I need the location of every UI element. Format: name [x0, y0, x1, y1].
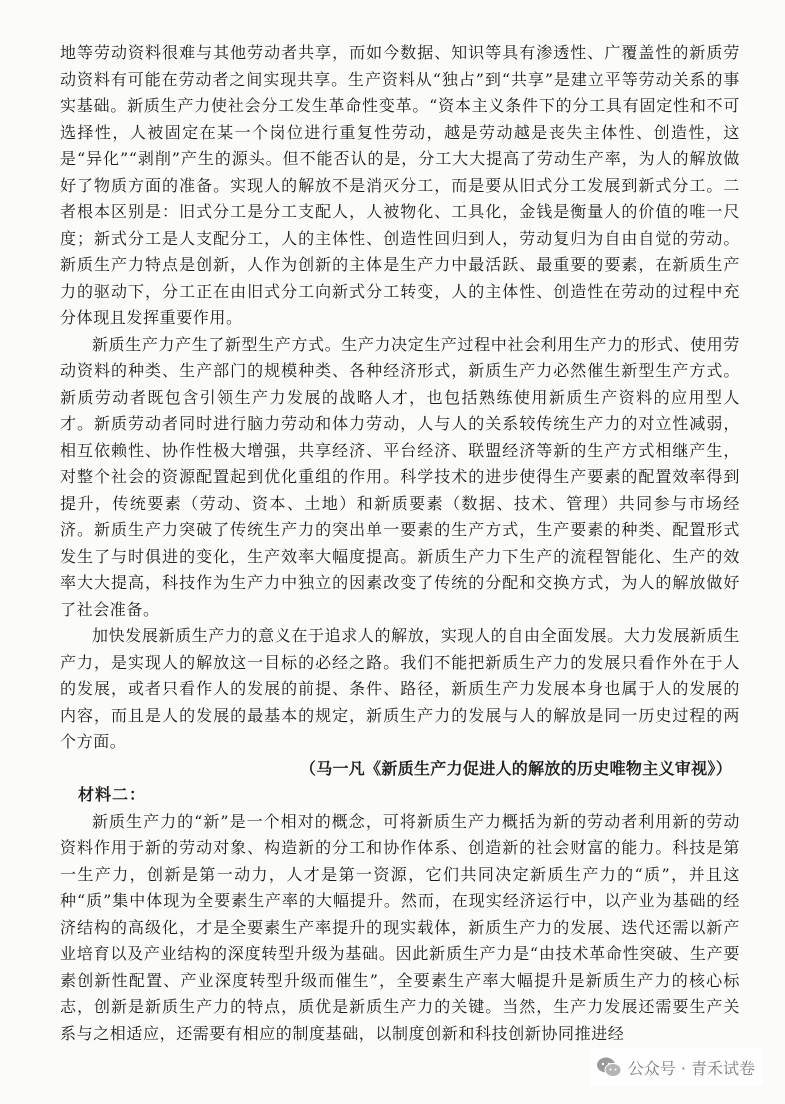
paragraph-material-two: 新质生产力的“新”是一个相对的概念，可将新质生产力概括为新的劳动者利用新的劳动资料作用于新的劳动对象、构造新的分工和协作体系、创造新的社会财富的能力。科技是第一生产力，创新是第一动力，人才是第一资源，它们共同决定新质生产力的“质”，并且这种“质”集中体现为全要素生产率的大幅提升。然而，在现实经济运行中，以产业为基础的经济结构的高级化，才是全要素生产率提升的现实载体，新质生产力的发展、迭代还需以新产业培育以及产业结构的深度转型升级为基础。因此新质生产力是“由技术革命性突破、生产要素创新性配置、产业深度转型升级而催生”，全要素生产率大幅提升是新质生产力的核心标志，创新是新质生产力的特点，质优是新质生产力的关键。当然，生产力发展还需要生产关系与之相适应，还需要有相应的制度基础，以制度创新和科技创新协同推进经: [60, 811, 740, 1043]
paragraph-significance: 加快发展新质生产力的意义在于追求人的解放，实现人的自由全面发展。大力发展新质生产力，是实现人的解放这一目标的必经之路。我们不能把新质生产力的发展只看作外在于人的发展，或者只看作人的发展的前提、条件、路径，新质生产力发展本身也属于人的发展的内容，而且是人的发展的最基本的规定，新质生产力的发展与人的解放是同一历史过程的两个方面。: [60, 626, 740, 751]
source-citation: （马一凡《新质生产力促进人的解放的历史唯物主义审视》）: [299, 758, 732, 778]
document-body: [60, 40, 740, 1047]
wechat-icon: [596, 1056, 622, 1078]
paragraph-new-production-mode: 新质生产力产生了新型生产方式。生产力决定生产过程中社会利用生产力的形式、使用劳动资料的种类、生产部门的规模种类、各种经济形式，新质生产力必然催生新型生产方式。新质劳动者既包含引领生产力发展的战略人才，也包括熟练使用新质生产资料的应用型人才。新质劳动者同时进行脑力劳动和体力劳动，人与人的关系较传统生产力的对立性减弱，相互依赖性、协作性极大增强，共享经济、平台经济、联盟经济等新的生产方式相继产生，对整个社会的资源配置起到优化重组的作用。科学技术的进步使得生产要素的配置效率得到提升，传统要素（劳动、资本、土地）和新质要素（数据、技术、管理）共同参与市场经济。新质生产力突破了传统生产力的突出单一要素的生产方式，生产要素的种类、配置形式发生了与时俱进的变化，生产效率大幅度提高。新质生产力下生产的流程智能化、生产的效率大大提高，科技作为生产力中独立的因素改变了传统的分配和交换方式，为人的解放做好了社会准备。: [60, 334, 740, 619]
watermark: [590, 1048, 763, 1086]
watermark-text: 公众号 · 青禾试卷: [627, 1058, 755, 1078]
material-two-heading: 材料二：: [78, 785, 147, 804]
paragraph-continued: 地等劳动资料很难与其他劳动者共享，而如今数据、知识等具有渗透性、广覆盖性的新质劳动资料有可能在劳动者之间实现共享。生产资料从“独占”到“共享”是建立平等劳动关系的事实基础。新质生产力使社会分工发生革命性变革。“资本主义条件下的分工具有固定性和不可选择性，人被固定在某一个岗位进行重复性劳动，越是劳动越是丧失主体性、创造性，这是“异化”“剥削”产生的源头。但不能否认的是，分工大大提高了劳动生产率，为人的解放做好了物质方面的准备。实现人的解放不是消灭分工，而是要从旧式分工发展到新式分工。二者根本区别是：旧式分工是分工支配人，人被物化、工具化，金钱是衡量人的价值的唯一尺度；新式分工是人支配分工，人的主体性、创造性回归到人，劳动复归为自由自觉的劳动。新质生产力特点是创新，人作为创新的主体是生产力中最活跃、最重要的要素，在新质生产力的驱动下，分工正在由旧式分工向新式分工转变，人的主体性、创造性在劳动的过程中充分体现且发挥重要作用。: [60, 43, 740, 327]
